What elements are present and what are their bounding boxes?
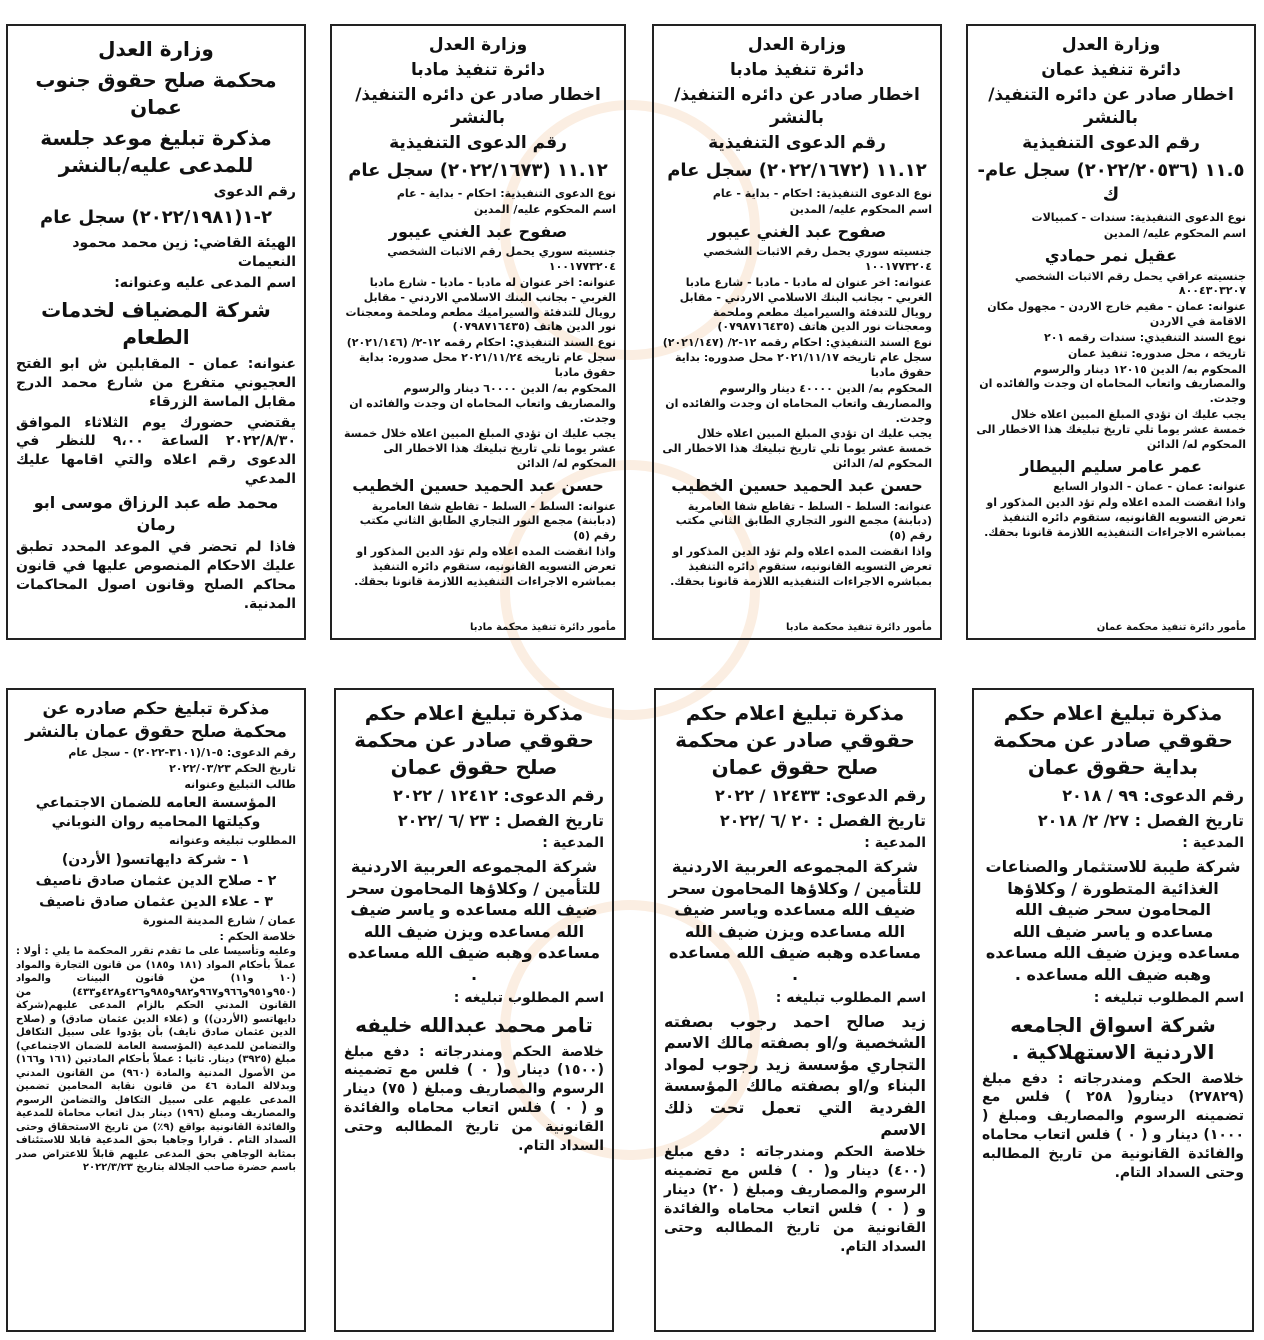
case-number: ١١.١٢ (٢٠٢٢/١٦٧٢) سجل عام	[667, 159, 927, 181]
judge: الهيئة القاضي: زين محمد محمود النعيمات	[72, 235, 296, 271]
warning: يجب عليك ان تؤدي المبلغ المبين اعلاه خلال خمسة عشر يوما تلي تاريخ تبليغك هذا الاخطار الى المحكوم له/ الدائن	[976, 408, 1246, 451]
judgment-notice-social-security	[6, 688, 306, 1332]
warning: يجب عليك ان تؤدي المبلغ المبين اعلاه خلال خمسة عشر يوما تلي تاريخ تبليغك هذا الاخطار الى المحكوم له/ الدائن	[662, 427, 932, 471]
target-address: عمان / شارع المدينة المنورة	[143, 913, 296, 927]
target-label: اسم المطلوب تبليغه :	[1093, 989, 1244, 1006]
case-label: رقم الدعوى التنفيذية	[1022, 132, 1200, 153]
warning: يجب عليك ان تؤدي المبلغ المبين اعلاه خلال خمسة عشر يوما تلي تاريخ تبليغك هذا الاخطار الى المحكوم له/ الدائن	[343, 427, 616, 471]
amount: المحكوم به/ الدين ٦٠٠٠٠ دينار والرسوم والمصاريف واتعاب المحاماه ان وجدت والفائده ان وجدت.	[349, 381, 616, 425]
target-label: اسم المطلوب تبليغه :	[453, 989, 604, 1006]
decision-date: تاريخ الفصل : ٢٣ /٦ /٢٠٢٢	[397, 810, 604, 830]
debtor-address: عنوانه: اخر عنوان له مادبا - مادبا - شارع مادبا الغربي - بجانب البنك الاسلامي الاردني - مقابل رويال للتدفئة والسيراميك مطعم وملحمة ومعجنات نور الدين هاتف (٠٧٩٨٧١٦٤٣٥)	[679, 275, 932, 334]
target-3: ٣ - علاء الدين عثمان صادق ناصيف	[39, 893, 273, 910]
judgment-body: وعليه وتأسيسا على ما تقدم تقرر المحكمة ما يلي : أولا : عملاً بأحكام المواد (١٨١ و١٨٥) من قانون التجارة والمواد (١٠ و١١) من قانون البينات والمواد (٩٥٠و٩٥١و٩٦٦و٩٦٧و٩٨٢و٩٨٥و٤٢٦و٤٢٨و٤٣٣) من القانون المدني الحكم بالزام المدعى عليهم(شركة دايهاتسو (الأردن)) و (علاء الدين عثمان صادق) و (صلاح الدين عثمان صادق نايف) بأن يؤدوا على سبيل التكافل والتضامن للمدعية (المؤسسة العامة للضمان الاجتماعي) مبلغ (٣٩٢٥) دينار. ثانيا : عملاً بأحكام المادتين (١٦١ و١٦٦) من الأصول المدنية والمادة (٩٦٠) من القانون المدني وبدلالة المادة ٤٦ من قانون نقابة المحامين تضمين المدعى عليهم على سبيل التكافل والتضامن الرسوم والمصاريف ومبلغ (١٩٦) دينار بدل اتعاب محاماة للمدعية والفائدة القانونية بواقع (٩٪) من تاريخ الاستحقاق وحتى السداد التام . قرارا وجاهيا بحق المدعية قابلا للاستئناف بمثابة الوجاهي بحق المدعى عليهم قابلاً للاعتراض صدر باسم حضرة صاحب الجلالة بتاريخ ٢٠٢٢/٣/٢٣	[16, 946, 296, 1174]
case-type: نوع الدعوى التنفيذية: احكام - بداية - عام	[712, 186, 932, 200]
court-hearing-notice	[6, 24, 306, 640]
creditor-name: حسن عبد الحميد حسين الخطيب	[352, 475, 604, 495]
summary-label: خلاصة الحكم :	[219, 929, 296, 943]
target-2: ٢ - صلاح الدين عثمان صادق ناصيف	[35, 872, 277, 889]
target-name: شركة اسواق الجامعه الاردنية الاستهلاكية .	[1010, 1012, 1216, 1064]
target-name: زيد صالح احمد رجوب بصفته الشخصية و/او بصفته مالك الاسم التجاري مؤسسة زيد رجوب لمواد البناء و/او بصفته مالك المؤسسة الفردية التي تعمل تحت ذلك الاسم	[664, 1011, 926, 1139]
notice-title: اخطار صادر عن دائره التنفيذ/ بالنشر	[674, 84, 920, 128]
plaintiff-label: المدعية :	[1182, 835, 1244, 852]
footer: مأمور دائرة تنفيذ محكمة مادبا	[470, 621, 616, 633]
ministry: وزارة العدل	[428, 35, 528, 55]
party-label: اسم المحكوم عليه/ المدين	[789, 202, 932, 216]
judgment-notice-first-instance	[972, 688, 1254, 1332]
notice-title: مذكرة تبليغ اعلام حكم حقوقي صادر عن محكمة صلح حقوق عمان	[675, 701, 915, 779]
judgment-notice-12412	[334, 688, 614, 1332]
plaintiff-label: المدعية :	[542, 835, 604, 852]
decision-date: تاريخ الفصل : ٢٧/ ٢/ ٢٠١٨	[1037, 810, 1244, 830]
judgment-summary: خلاصة الحكم ومندرجاته : دفع مبلغ (٢٧٨٢٩) دينارو( ٢٥٨ ) فلس مع تضمينه الرسوم والمصاريف ومبلغ ( ١٠٠٠) دينار و ( ٠ ) فلس اتعاب محاماه والفائدة القانونية من تاريخ المطالبه وحتى السداد التام.	[982, 1070, 1244, 1181]
party-label: اسم المحكوم عليه/ المدين	[473, 202, 616, 216]
ministry: وزارة العدل	[747, 35, 847, 55]
plaintiff-name: محمد طه عبد الرزاق موسى ابو رمان	[33, 493, 279, 534]
amount: المحكوم به/ الدين ٤٠٠٠٠ دينار والرسوم والمصاريف واتعاب المحاماه ان وجدت والفائده ان وجدت.	[665, 381, 932, 425]
closing: واذا انقضت المده اعلاه ولم تؤد الدين المذكور او تعرض التسويه القانونيه، ستقوم دائره التنفيذ بمباشره الاجراءات التنفيذيه اللازمة قانونا بحقك.	[670, 545, 932, 588]
target-label: المطلوب تبليغه وعنوانه	[169, 834, 296, 848]
debtor-address: عنوانه: اخر عنوان له مادبا - مادبا - شارع مادبا الغربي - بجانب البنك الاسلامي الاردني - مقابل رويال للتدفئة والسيراميك مطعم وملحمة ومعجنات نور الدين هاتف (٠٧٩٨٧١٦٤٣٥)	[345, 275, 616, 334]
ministry: وزارة العدل	[1061, 35, 1161, 55]
case-number: ١١.١٢ (٢٠٢٢/١٦٧٣) سجل عام	[348, 159, 608, 181]
closing: واذا انقضت المده اعلاه ولم تؤد الدين المذكور او تعرض التسويه القانونيه، ستقوم دائره التنفيذ بمباشره الاجراءات التنفيذيه اللازمة قانونا بحقك.	[984, 496, 1246, 539]
ministry: وزارة العدل	[98, 37, 214, 61]
creditor-address: عنوانه: عمان - عمان - الدوار السابع	[1053, 480, 1246, 494]
case-label: رقم الدعوى التنفيذية	[708, 132, 886, 153]
bond-type: نوع السند التنفيذي: احكام رقمه ١٢-٢/ (٢٠٢١/١٤٧) سجل عام تاريخه ٢٠٢١/١١/١٧ محل صدوره: بداية حقوق مادبا	[662, 336, 932, 380]
target-name: تامر محمد عبدالله خليفه	[355, 1012, 593, 1037]
amount: المحكوم به/ الدين ١٢٠١٥ دينار والرسوم والمصاريف واتعاب المحاماه ان وجدت والفائده ان وجدت.	[979, 362, 1246, 406]
plaintiff: شركة المجموعه العربية الاردنية للتأمين / وكلاؤها المحامون سحر ضيف الله مساعده و ياسر ضيف الله مساعده ويزن ضيف الله مساعده وهبه ضيف الله مساعده .	[347, 857, 601, 985]
bond-date: تاريخه ، محل صدوره: تنفيذ عمان	[1067, 346, 1246, 360]
notice-title: اخطار صادر عن دائره التنفيذ/ بالنشر	[355, 84, 601, 128]
bond-type: نوع السند التنفيذي: احكام رقمه ١٢-٢/ (٢٠٢١/١٤٦) سجل عام تاريخه ٢٠٢١/١١/٢٤ محل صدوره: بداية حقوق مادبا	[346, 336, 616, 380]
enforcement-notice-madaba-1672	[652, 24, 942, 640]
closing: واذا انقضت المده اعلاه ولم تؤد الدين المذكور او تعرض التسويه القانونيه، ستقوم دائره التنفيذ بمباشره الاجراءات التنفيذيه اللازمة قانونا بحقك.	[354, 545, 616, 588]
notice-title: مذكرة تبليغ حكم صادره عن محكمة صلح حقوق عمان بالنشر	[25, 699, 287, 742]
decision-date: تاريخ الفصل : ٢٠ /٦ /٢٠٢٢	[719, 810, 926, 830]
creditor-name: حسن عبد الحميد حسين الخطيب	[671, 475, 923, 495]
debtor-id: جنسيته سوري يحمل رقم الاثبات الشخصي ١٠٠١٧٧٣٢٠٤	[387, 245, 616, 274]
department: دائرة تنفيذ مادبا	[729, 59, 865, 80]
notice-title: مذكرة تبليغ اعلام حكم حقوقي صادر عن محكمة بداية حقوق عمان	[993, 701, 1233, 779]
case-label: رقم الدعوى	[213, 184, 296, 200]
bond-type: نوع السند التنفيذي: سندات رقمه ٢٠١	[1044, 330, 1246, 344]
plaintiff-label: المدعية :	[864, 835, 926, 852]
enforcement-notice-madaba-1673	[330, 24, 626, 640]
notice-title: اخطار صادر عن دائره التنفيذ/ بالنشر	[988, 84, 1234, 128]
case-number: رقم الدعوى: ١٢٤١٢ / ٢٠٢٢	[392, 786, 604, 805]
case-type: نوع الدعوى التنفيذية: احكام - بداية - عام	[396, 186, 616, 200]
judgment-summary: خلاصة الحكم ومندرجاته : دفع مبلغ (٤٠٠) دينار و( ٠ ) فلس مع تضمينه الرسوم والمصاريف ومبلغ ( ٢٠) دينار و ( ٠ ) فلس اتعاب محاماه والفائدة القانونية من تاريخ المطالبه وحتى السداد التام.	[664, 1144, 927, 1255]
judgment-notice-12433	[654, 688, 936, 1332]
footer: مأمور دائرة تنفيذ محكمة مادبا	[786, 621, 932, 633]
creditor-address: عنوانه: السلط - السلط - تقاطع شفا العامرية (دبابنة) مجمع النور التجاري الطابق الثاني مكتب رقم (٥)	[359, 499, 616, 543]
judgment-summary: خلاصة الحكم ومندرجاته : دفع مبلغ (١٥٠٠) دينار و( ٠ ) فلس مع تضمينه الرسوم والمصاريف ومبلغ ( ٧٥) دينار و ( ٠ ) فلس اتعاب محاماه والفائدة القانونية من تاريخ المطالبه وحتى السداد التام.	[344, 1043, 605, 1154]
defendant-label: اسم المدعى عليه وعنوانه:	[114, 274, 296, 291]
case-label: رقم الدعوى التنفيذية	[389, 132, 567, 153]
hearing-details: يقتضي حضورك يوم الثلاثاء الموافق ٢٠٢٢/٨/٣٠ الساعة ٩،٠٠ للنظر في الدعوى رقم اعلاه والتي اقامها عليك المدعي	[16, 414, 296, 488]
creditor-name: عمر عامر سليم البيطار	[1020, 456, 1202, 476]
debtor-address: عنوانه: عمان - مقيم خارج الاردن - مجهول مكان الاقامة في الاردن	[987, 300, 1246, 329]
case-number: رقم الدعوى: ٩٩ / ٢٠١٨	[1062, 786, 1244, 805]
enforcement-notice-amman	[966, 24, 1256, 640]
case-type: نوع الدعوى التنفيذية: سندات - كمبيالات	[1031, 211, 1246, 225]
department: دائرة تنفيذ مادبا	[410, 59, 546, 80]
notice-title: مذكرة تبليغ موعد جلسة للمدعى عليه/بالنشر	[40, 126, 272, 177]
court-name: محكمة صلح حقوق جنوب عمان	[35, 68, 277, 119]
defendant-address: عنوانه: عمان - المقابلين ش ابو الفتح العجيوني متفرع من شارع محمد الدرج مقابل الماسة الزرقاء	[16, 355, 296, 410]
target-label: اسم المطلوب تبليغه :	[775, 989, 926, 1006]
debtor-name: صفوح عبد الغني عيبور	[388, 221, 568, 241]
target-1: ١ - شركة دايهاتسو( الأردن)	[61, 852, 251, 869]
debtor-name: صفوح عبد الغني عيبور	[707, 221, 887, 241]
footer: مأمور دائرة تنفيذ محكمة عمان	[1096, 621, 1246, 633]
department: دائرة تنفيذ عمان	[1041, 59, 1181, 80]
debtor-id: جنسيته عراقي يحمل رقم الاثبات الشخصي ٨٠٠٤٣٠٣٢٠٧	[1014, 269, 1246, 298]
defendant-name: شركة المضياف لخدمات الطعام	[41, 297, 271, 349]
plaintiff: شركة طيبة للاستثمار والصناعات الغذائية المتطورة / وكلاؤها المحامون سحر ضيف الله مساعده و ياسر ضيف الله مساعده ويزن ضيف الله مساعده وهبه ضيف الله مساعده .	[985, 857, 1241, 985]
notice-title: مذكرة تبليغ اعلام حكم حقوقي صادر عن محكمة صلح حقوق عمان	[354, 701, 594, 779]
debtor-id: جنسيته سوري يحمل رقم الاثبات الشخصي ١٠٠١٧٧٣٢٠٤	[703, 245, 932, 274]
debtor-name: عقيل نمر حمادي	[1044, 245, 1178, 265]
case-number: رقم الدعوى: ١٢٤٣٣ / ٢٠٢٢	[714, 786, 926, 805]
creditor-address: عنوانه: السلط - السلط - تقاطع شفا العامرية (دبابنة) مجمع النور التجاري الطابق الثاني مكتب رقم (٥)	[675, 499, 932, 543]
case-number: ٢-١(٢٠٢٢/١٩٨١) سجل عام	[40, 206, 272, 228]
case-number: رقم الدعوى: ٥-١/(٣١٠١-٢٠٢٢) - سجل عام	[68, 745, 296, 759]
plaintiff: شركة المجموعه العربية الاردنية للتأمين / وكلاؤها المحامون سحر ضيف الله مساعده وياسر ضيف الله مساعده ويزن ضيف الله مساعده وهبه ضيف الله مساعده .	[668, 857, 922, 985]
requester: المؤسسة العامه للضمان الاجتماعي وكيلتها المحاميه روان النوباني	[35, 795, 277, 831]
requester-label: طالب التبليغ وعنوانه	[184, 777, 296, 791]
closing: فاذا لم تحضر في الموعد المحدد تطبق عليك الاحكام المنصوص عليها في قانون محاكم الصلح وقانون اصول المحاكمات المدنية.	[16, 539, 296, 612]
case-number: ١١.٥ (٢٠٢٢/٢٠٥٣٦) سجل عام-ك	[977, 159, 1245, 205]
judgment-date: تاريخ الحكم ٢٠٢٢/٠٣/٢٣	[169, 761, 296, 775]
party-label: اسم المحكوم عليه/ المدين	[1103, 227, 1246, 241]
